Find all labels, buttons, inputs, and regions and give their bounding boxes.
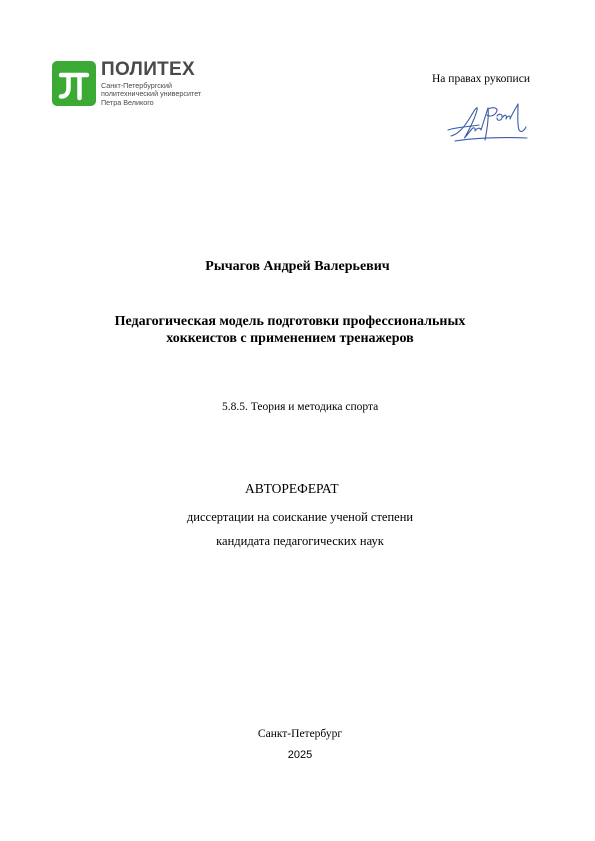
city: Санкт-Петербург	[257, 728, 343, 740]
year: 2025	[287, 749, 313, 761]
logo-subtitle-line: политехнический университет	[101, 89, 202, 99]
author-name: Рычагов Андрей Валерьевич	[205, 259, 390, 274]
description-line: диссертации на соискание ученой степени	[186, 510, 414, 524]
description-line: кандидата педагогических наук	[216, 534, 384, 548]
rights-note: На правах рукописи	[432, 73, 530, 85]
logo-subtitle	[101, 82, 201, 107]
logo-subtitle-line: Санкт-Петербургский	[101, 81, 172, 90]
document-type: АВТОРЕФЕРАТ	[245, 481, 339, 496]
title-line: Педагогическая модель подготовки профессиональных	[114, 314, 466, 329]
signature-icon	[445, 100, 530, 144]
logo-name: ПОЛИТЕХ	[101, 59, 196, 80]
logo-subtitle-line: Петра Великого	[101, 97, 154, 107]
title-line: хоккеистов с применением тренажеров	[166, 331, 414, 346]
politech-logo-icon	[52, 61, 96, 106]
university-logo	[52, 61, 227, 107]
specialty-code: 5.8.5. Теория и методика спорта	[222, 401, 379, 413]
document-description	[130, 505, 470, 553]
dissertation-title	[70, 313, 510, 347]
